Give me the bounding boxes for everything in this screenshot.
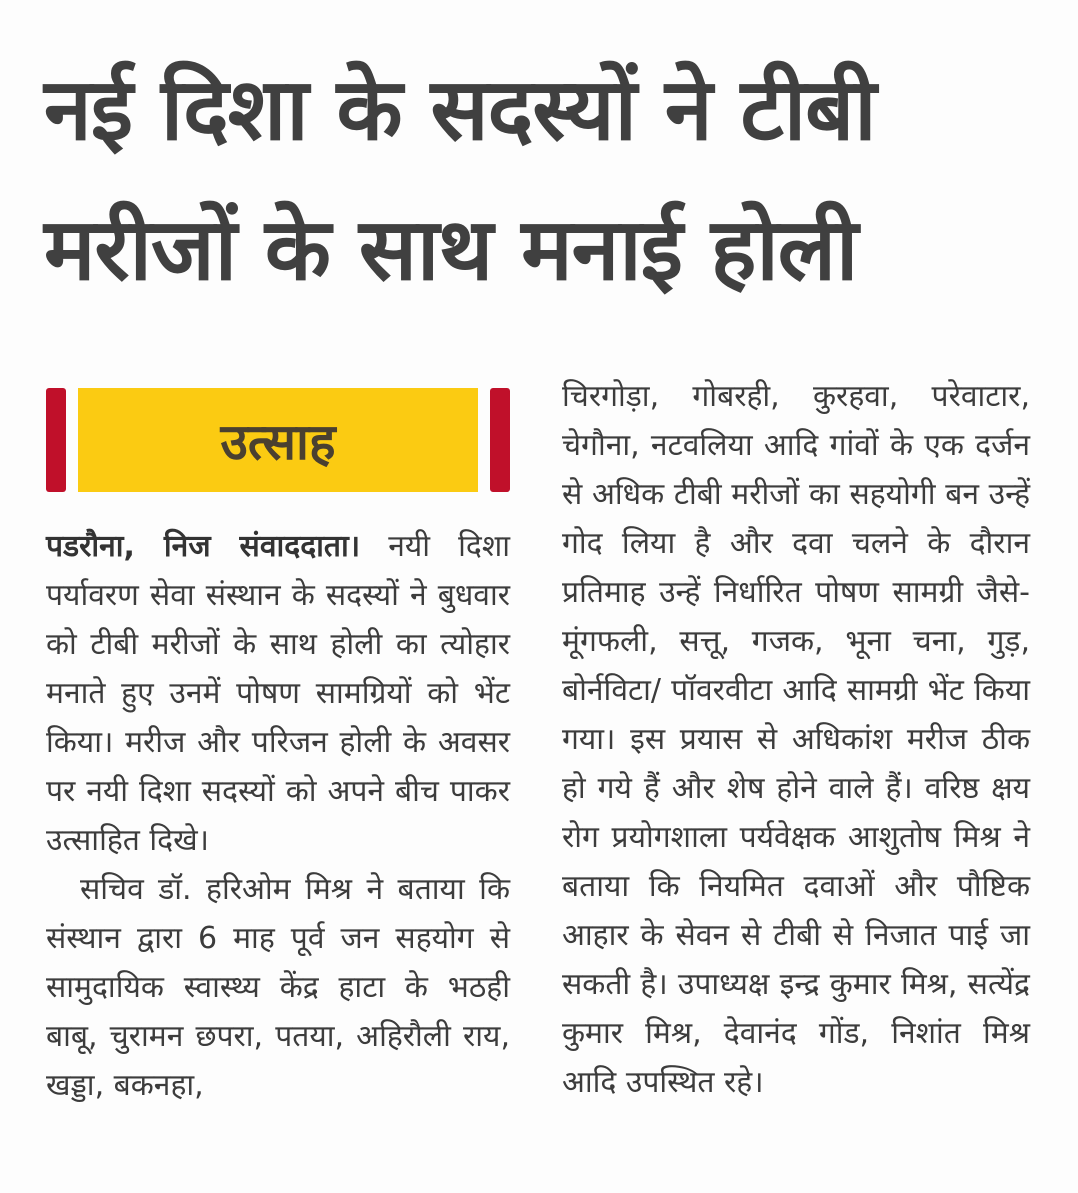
article-column-right [562, 372, 1030, 1107]
tag-right-bar [490, 388, 510, 492]
paragraph-1 [46, 522, 510, 865]
headline-line-2: मरीजों के साथ मनाई होली [44, 200, 858, 300]
tag-left-bar [46, 388, 66, 492]
paragraph-3: चिरगोड़ा, गोबरही, कुरहवा, परेवाटार, चेगौना, नटवलिया आदि गांवों के एक दर्जन से अधिक टीबी मरीजों का सहयोगी बन उन्हें गोद लिया है और दवा चलने के दौरान प्रतिमाह उन्हें निर्धारित पोषण सामग्री जैसे- मूंगफली, सत्तू, गजक, भूना चना, गुड़, बोर्नविटा/ पॉवरवीटा आदि सामग्री भेंट किया गया। इस प्रयास से अधिकांश मरीज ठीक हो गये हैं और शेष होने वाले हैं। वरिष्ठ क्षय रोग प्रयोगशाला पर्यवेक्षक आशुतोष मिश्र ने बताया कि नियमित दवाओं और पौष्टिक आहार के सेवन से टीबी से निजात पाई जा सकती है। उपाध्यक्ष इन्द्र कुमार मिश्र, सत्येंद्र कुमार मिश्र, देवानंद गोंड, निशांत मिश्र आदि उपस्थित रहे। [562, 379, 1030, 1100]
dateline: पडरौना, निज संवाददाता। [46, 529, 361, 564]
headline-line-1: नई दिशा के सदस्यों ने टीबी [44, 60, 876, 160]
paragraph-1-text: नयी दिशा पर्यावरण सेवा संस्थान के सदस्यों ने बुधवार को टीबी मरीजों के साथ होली का त्योहार मनाते हुए उनमें पोषण सामग्रियों को भेंट किया। मरीज और परिजन होली के अवसर पर नयी दिशा सदस्यों को अपने बीच पाकर उत्साहित दिखे। [46, 529, 510, 858]
headline [44, 40, 1044, 320]
section-tag [46, 388, 510, 492]
article-column-left [46, 522, 510, 1110]
tag-label: उत्साह [220, 413, 336, 471]
paragraph-2: सचिव डॉ. हरिओम मिश्र ने बताया कि संस्थान द्वारा 6 माह पूर्व जन सहयोग से सामुदायिक स्वास्थ्य केंद्र हाटा के भठही बाबू, चुरामन छपरा, पतया, अहिरौली राय, खड्डा, बकनहा, [46, 872, 510, 1103]
tag-box [78, 388, 478, 492]
